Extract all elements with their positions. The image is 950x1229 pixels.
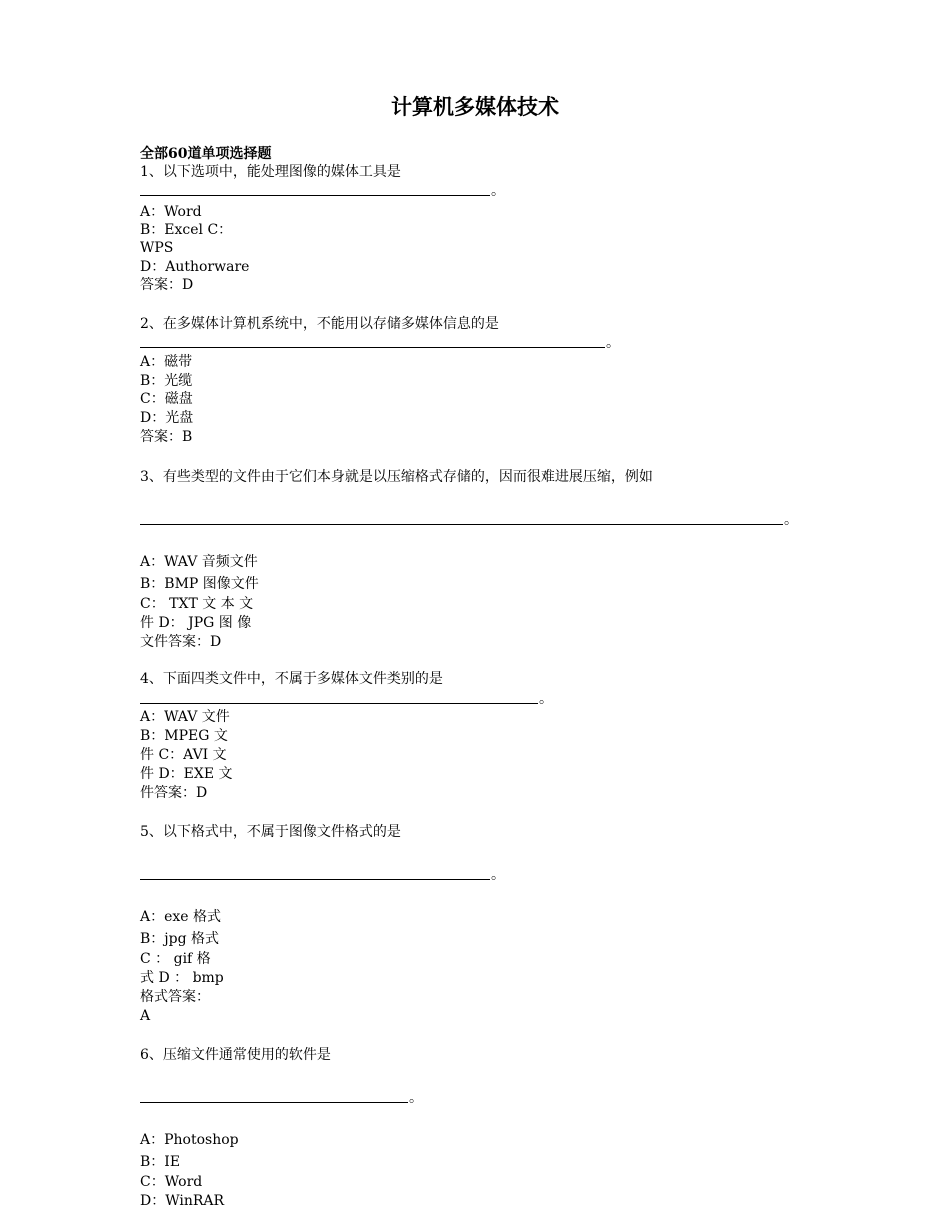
question-6-blank bbox=[140, 1089, 423, 1107]
question-1-stem: 1、以下选项中，能处理图像的媒体工具是 bbox=[140, 164, 401, 180]
question-6-option: A：Photoshop bbox=[140, 1132, 239, 1148]
question-6-option: C：Word bbox=[140, 1174, 203, 1190]
question-3-option: B：BMP 图像文件 bbox=[140, 576, 259, 592]
blank-period: 。 bbox=[491, 183, 505, 199]
question-4-option: 件 D：EXE 文 bbox=[140, 766, 233, 782]
question-4-blank bbox=[140, 690, 553, 708]
question-3-stem: 3、有些类型的文件由于它们本身就是以压缩格式存储的，因而很难进展压缩，例如 bbox=[140, 469, 653, 485]
question-3-blank bbox=[140, 511, 798, 529]
question-3-option: 件 D： JPG 图 像 bbox=[140, 615, 252, 631]
question-5-option: 式 D ： bmp bbox=[140, 970, 224, 986]
question-6-option: D：WinRAR bbox=[140, 1193, 225, 1209]
question-6-stem: 6、压缩文件通常使用的软件是 bbox=[140, 1047, 331, 1063]
blank-period: 。 bbox=[784, 512, 798, 528]
question-6-option: B：IE bbox=[140, 1154, 181, 1170]
question-4-option: B：MPEG 文 bbox=[140, 728, 228, 744]
question-2-answer: 答案：B bbox=[140, 429, 193, 445]
question-1-option: WPS bbox=[140, 240, 174, 256]
blank-period: 。 bbox=[539, 691, 553, 707]
question-1-option: D：Authorware bbox=[140, 259, 250, 275]
question-5-answer: 格式答案： bbox=[140, 989, 210, 1005]
document-title: 计算机多媒体技术 bbox=[391, 94, 559, 119]
answer-blank-line bbox=[140, 879, 490, 880]
question-5-option: B：jpg 格式 bbox=[140, 931, 220, 947]
question-2-option: D：光盘 bbox=[140, 410, 194, 426]
question-1-blank bbox=[140, 182, 505, 200]
answer-blank-line bbox=[140, 1102, 408, 1103]
blank-period: 。 bbox=[606, 335, 620, 351]
question-4-option: 件 C：AVI 文 bbox=[140, 747, 227, 763]
question-5-option: C ： gif 格 bbox=[140, 951, 211, 967]
section-heading: 全部60道单项选择题 bbox=[140, 146, 272, 162]
question-1-answer: 答案：D bbox=[140, 277, 194, 293]
question-4-option: A：WAV 文件 bbox=[140, 709, 230, 725]
question-2-stem: 2、在多媒体计算机系统中，不能用以存储多媒体信息的是 bbox=[140, 316, 499, 332]
answer-blank-line bbox=[140, 347, 605, 348]
question-3-option: C： TXT 文 本 文 bbox=[140, 596, 254, 612]
question-2-option: B：光缆 bbox=[140, 373, 193, 389]
question-5-option: A：exe 格式 bbox=[140, 909, 222, 925]
question-2-option: C：磁盘 bbox=[140, 391, 193, 407]
question-1-option: A：Word bbox=[140, 204, 202, 220]
question-4-stem: 4、下面四类文件中，不属于多媒体文件类别的是 bbox=[140, 671, 443, 687]
question-2-option: A：磁带 bbox=[140, 354, 193, 370]
question-1-option: B：Excel C： bbox=[140, 222, 233, 238]
question-5-stem: 5、以下格式中，不属于图像文件格式的是 bbox=[140, 824, 401, 840]
answer-blank-line bbox=[140, 703, 538, 704]
question-5-answer: A bbox=[140, 1008, 151, 1024]
question-4-answer: 件答案：D bbox=[140, 785, 208, 801]
question-2-blank bbox=[140, 334, 620, 352]
question-5-blank bbox=[140, 866, 505, 884]
blank-period: 。 bbox=[409, 1090, 423, 1106]
blank-period: 。 bbox=[491, 867, 505, 883]
question-3-answer: 文件答案：D bbox=[140, 634, 222, 650]
question-3-option: A：WAV 音频文件 bbox=[140, 554, 258, 570]
answer-blank-line bbox=[140, 524, 783, 525]
answer-blank-line bbox=[140, 195, 490, 196]
